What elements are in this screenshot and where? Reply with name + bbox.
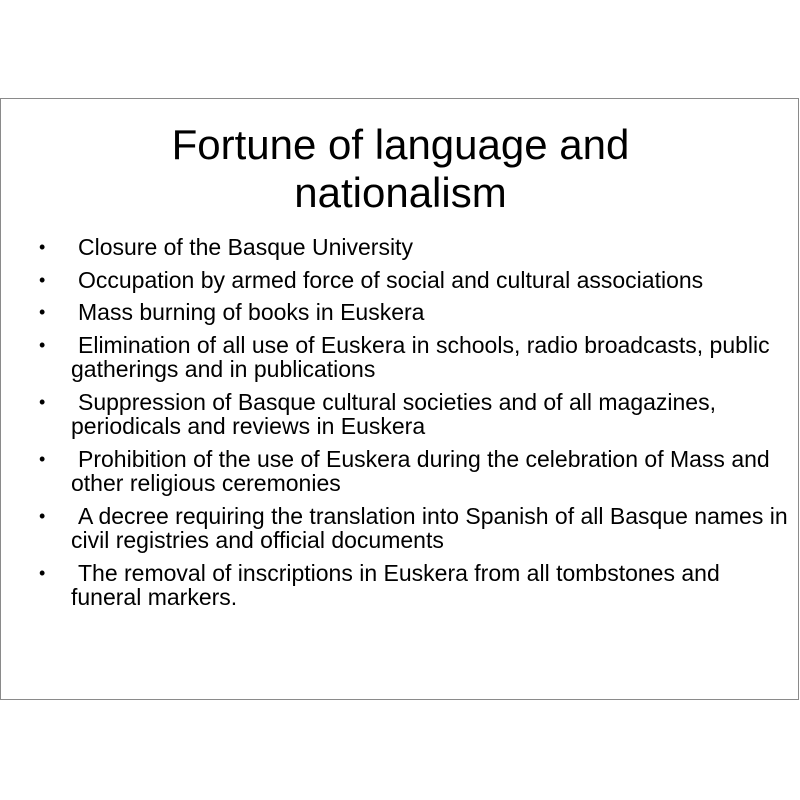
bullet-text: Mass burning of books in Euskera xyxy=(78,299,425,325)
bullet-list xyxy=(1,235,791,618)
bullet-icon: • xyxy=(39,448,46,469)
bullet-text: Closure of the Basque University xyxy=(78,234,413,260)
bullet-text: Suppression of Basque cultural societies and of all magazines, periodicals and reviews in Euskera xyxy=(71,388,716,439)
bullet-text: Occupation by armed force of social and cultural associations xyxy=(78,266,704,293)
bullet-icon: • xyxy=(39,237,46,257)
bullet-item xyxy=(1,447,791,496)
bullet-icon: • xyxy=(39,505,46,526)
slide-title-line-2: nationalism xyxy=(294,169,507,216)
bullet-icon: • xyxy=(39,269,46,290)
bullet-item xyxy=(1,300,791,325)
bullet-icon: • xyxy=(39,334,46,355)
bullet-icon: • xyxy=(39,562,46,583)
slide-title-line-1: Fortune of language and xyxy=(171,121,630,168)
slide-title xyxy=(1,121,800,217)
bullet-item xyxy=(1,235,791,260)
bullet-item xyxy=(1,333,791,382)
bullet-text: A decree requiring the translation into Spanish of all Basque names in civil registries and official documents xyxy=(71,502,788,553)
bullet-text: Prohibition of the use of Euskera during the celebration of Mass and other religious ceremonies xyxy=(71,445,770,496)
slide xyxy=(0,98,799,700)
bullet-text: The removal of inscriptions in Euskera from all tombstones and funeral markers. xyxy=(71,559,720,610)
bullet-icon: • xyxy=(39,302,46,322)
bullet-item xyxy=(1,390,791,439)
bullet-icon: • xyxy=(39,391,46,412)
bullet-text: Elimination of all use of Euskera in schools, radio broadcasts, public gatherings and in publications xyxy=(71,331,770,382)
bullet-item xyxy=(1,561,791,610)
bullet-item xyxy=(1,268,791,293)
bullet-item xyxy=(1,504,791,553)
